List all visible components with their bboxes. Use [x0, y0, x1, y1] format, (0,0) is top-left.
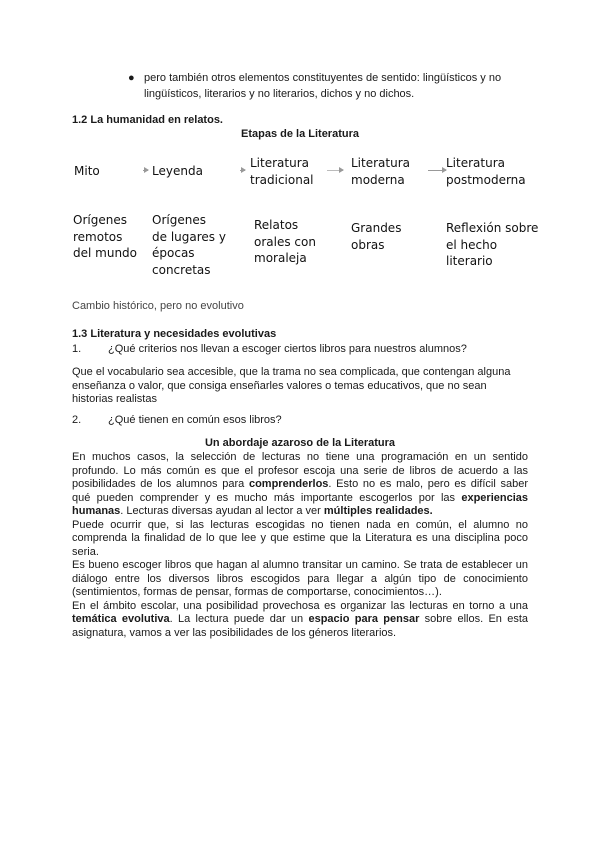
essay-paragraph-2: Puede ocurrir que, si las lecturas escogidas no tienen nada en común, el alumno no comprenda la finalidad de lo que lee y que estime que la Literatura es una disciplina poco seria. [72, 518, 528, 558]
bullet-text [144, 72, 534, 101]
arrow-icon [327, 170, 343, 171]
bullet-dot: ● [128, 72, 135, 84]
question-1-text: ¿Qué criterios nos llevan a escoger ciertos libros para nuestros alumnos? [108, 343, 467, 355]
stage-leyenda: Leyenda [152, 164, 203, 178]
essay-title: Un abordaje azaroso de la Literatura [204, 437, 396, 449]
stage-postmoderna: Literatura postmoderna [446, 156, 526, 187]
question-2-text: ¿Qué tienen en común esos libros? [108, 414, 282, 426]
stage-mito: Mito [74, 164, 100, 178]
essay-paragraph-4: En el ámbito escolar, una posibilidad provechosa es organizar las lecturas en torno a una temática evolutiva. La lectura puede dar un espacio para pensar sobre ellos. En esta asignatura, vamos a ver las posibilidades de los géneros literarios. [72, 599, 529, 639]
diagram-title: Etapas de la Literatura [241, 128, 359, 140]
essay-body [72, 451, 528, 640]
desc-moderna: Grandes obras [351, 221, 402, 252]
bullet-line-1: pero también otros elementos constituyentes de sentido: lingüísticos y no [144, 72, 502, 84]
essay-paragraph-1: En muchos casos, la selección de lecturas no tiene una programación en un sentido profundo. Lo más común es que el profesor escoja una serie de libros de acuerdo a las posibilidades de los alumnos para comprenderlos. Esto no es malo, pero es difícil saber qué pueden comprender y es mucho más importante escogerlos por las experiencias humanas. Lecturas diversas ayudan al lector a ver múltiples realidades. [72, 451, 528, 517]
answer-1: Que el vocabulario sea accesible, que la trama no sea complicada, que contengan alguna enseñanza o valor, que consiga enseñarles valores o temas educativos, que no sean historias realistas [72, 366, 511, 405]
stage-tradicional: Literatura tradicional [250, 156, 314, 187]
arrow-icon [143, 170, 148, 171]
desc-mito: Orígenes remotos del mundo [73, 213, 138, 260]
section-heading-1-3: 1.3 Literatura y necesidades evolutivas [72, 328, 277, 340]
question-2-number: 2. [72, 414, 82, 426]
desc-tradicional: Relatos orales con moraleja [254, 218, 316, 265]
arrow-icon [428, 170, 446, 171]
desc-postmoderna: Reflexión sobre el hecho literario [446, 221, 539, 268]
bullet-line-2: lingüísticos, literarios y no literarios, dichos y no dichos. [144, 87, 415, 100]
section-heading-1-2: 1.2 La humanidad en relatos. [72, 114, 223, 126]
arrow-icon [240, 170, 245, 171]
desc-leyenda: Orígenes de lugares y épocas concretas [152, 213, 226, 277]
stage-moderna: Literatura moderna [351, 156, 410, 187]
question-1-number: 1. [72, 343, 82, 355]
diagram-caption: Cambio histórico, pero no evolutivo [72, 300, 244, 312]
essay-paragraph-3: Es bueno escoger libros que hagan al alumno transitar un camino. Se trata de establecer un diálogo entre los diversos libros escogidos para llegar a algún tipo de conocimiento (sentimientos, formas de pensar, formas de comportarse, conocimientos…). [72, 559, 528, 598]
